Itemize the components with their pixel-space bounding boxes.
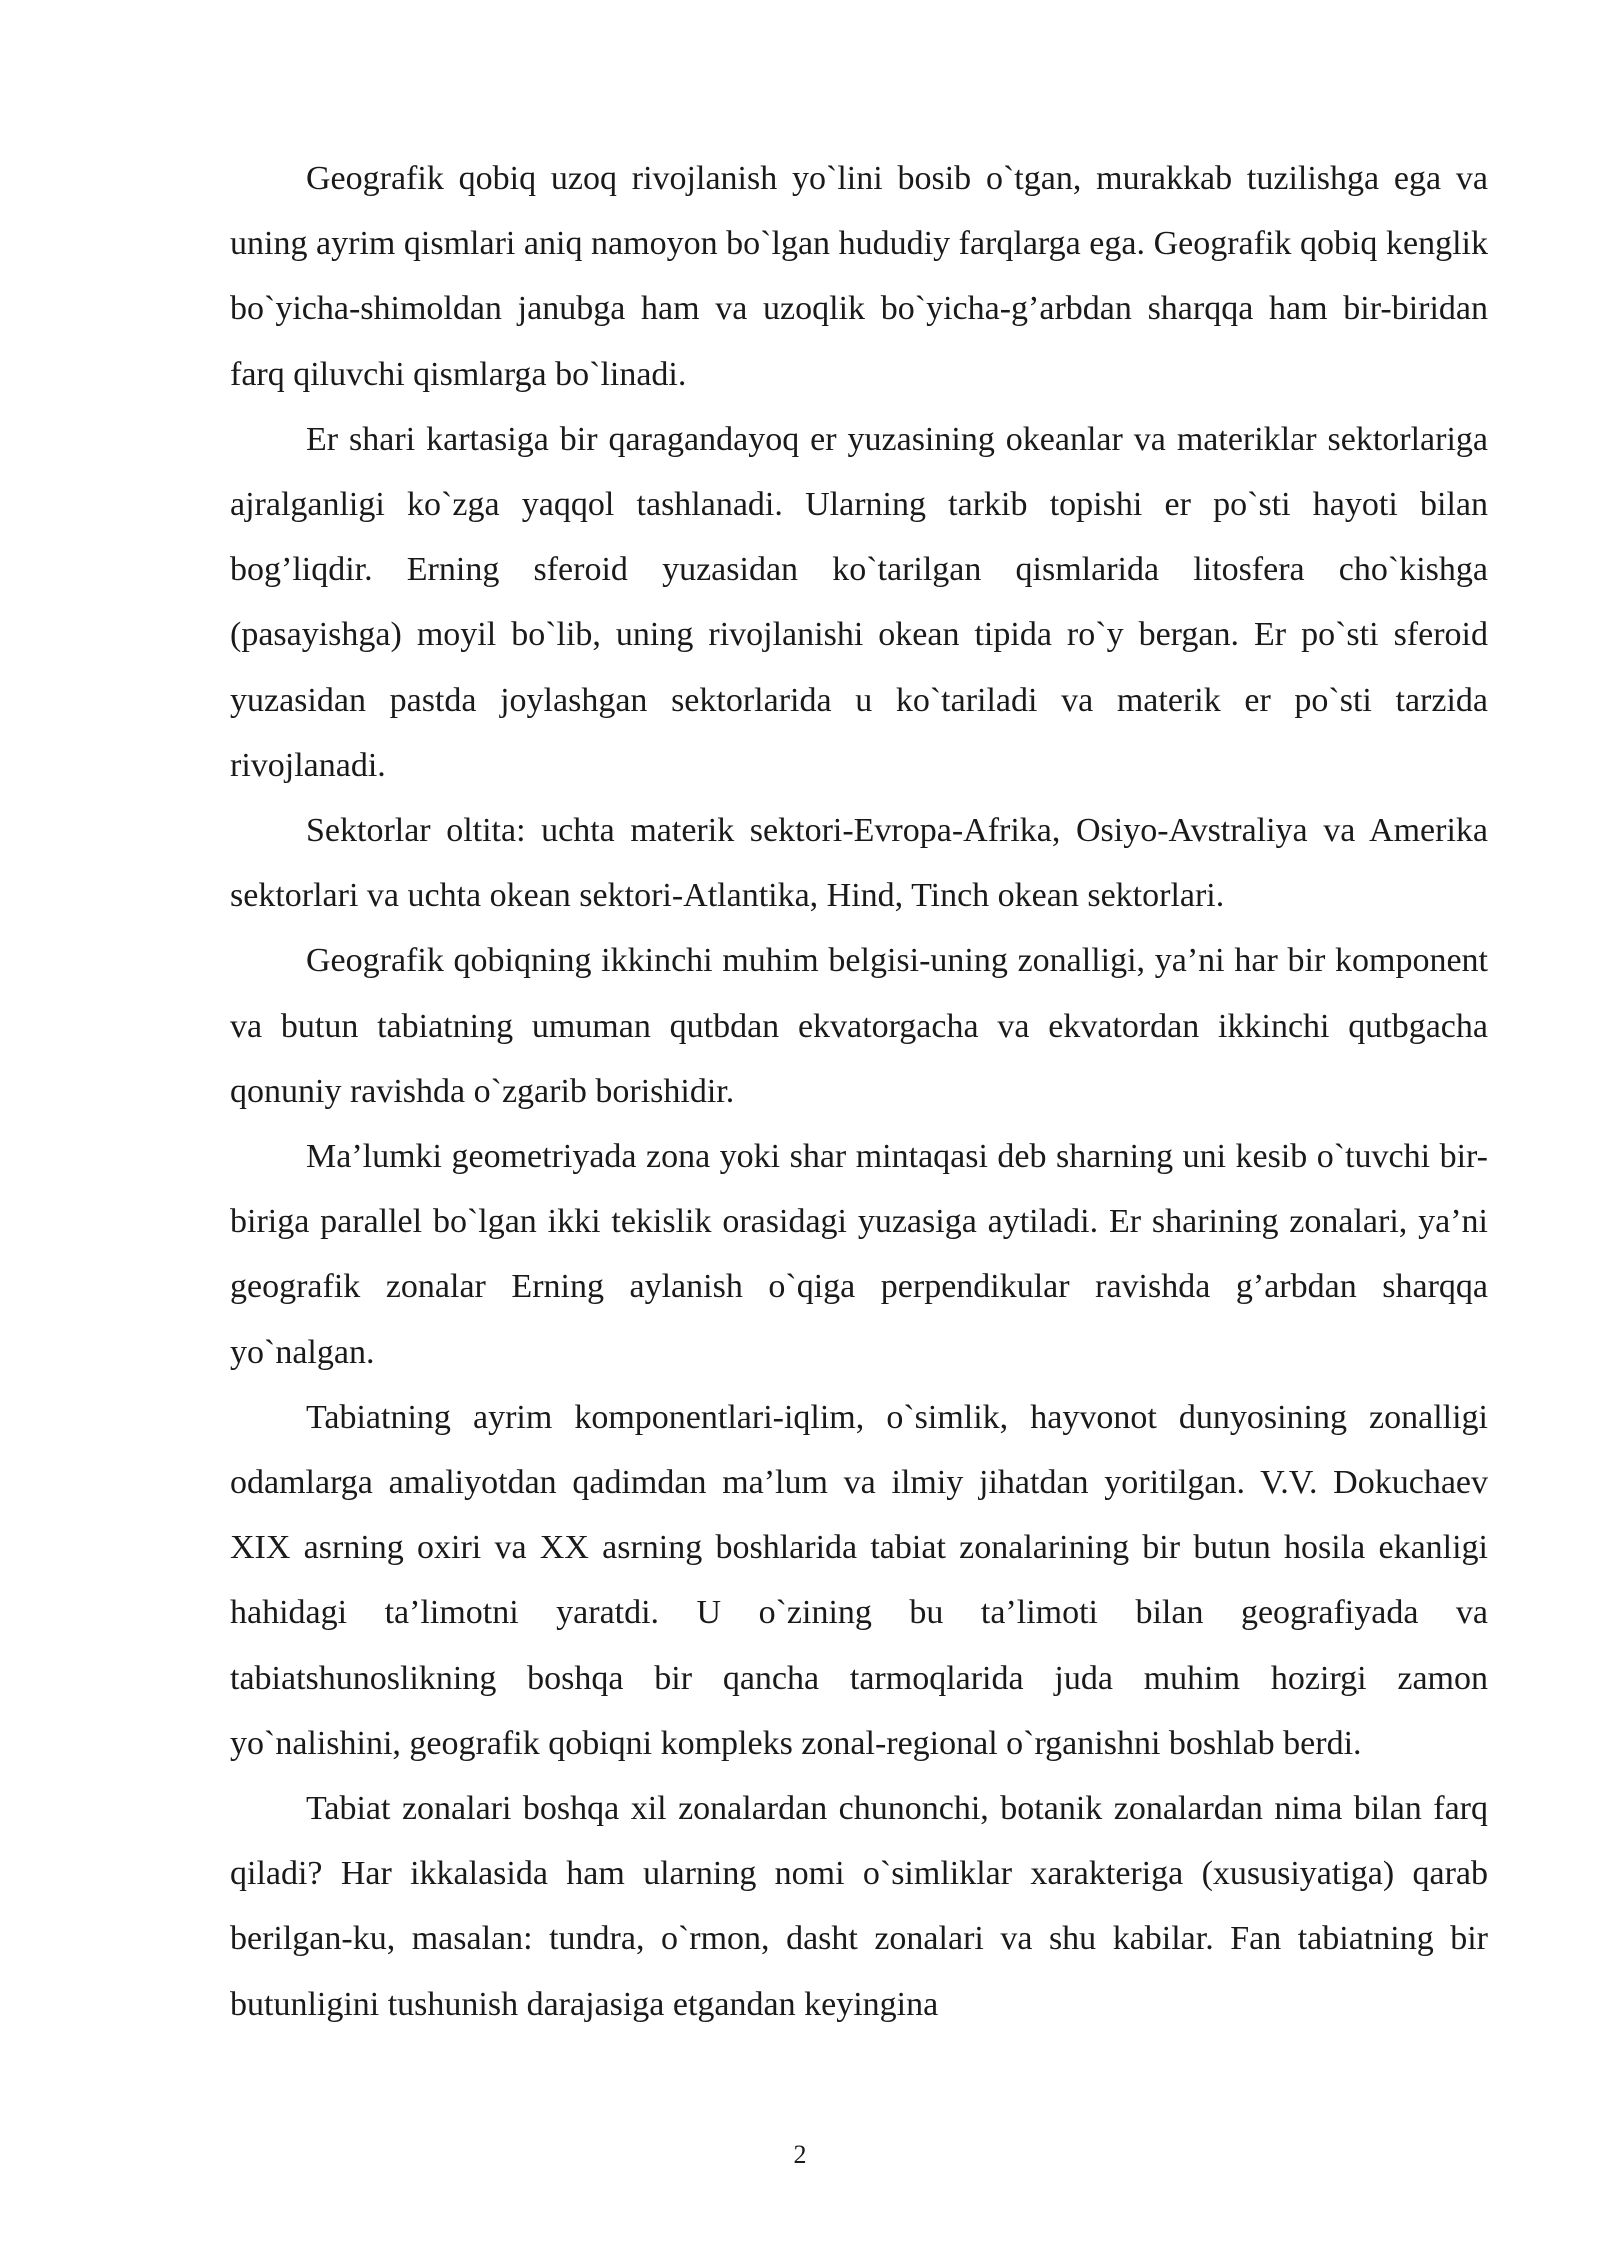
paragraph: Sektorlar oltita: uchta materik sektori-Evropa-Afrika, Osiyo-Avstraliya va Amerika sektorlari va uchta okean sektori-Atlantika, Hind, Tinch okean sektorlari. bbox=[230, 812, 1488, 915]
paragraph: Ma’lumki geometriyada zona yoki shar mintaqasi deb sharning uni kesib o`tuvchi bir-biriga parallel bo`lgan ikki tekislik orasidagi yuzasiga aytiladi. Er sharining zonalari, ya’ni geografik zonalar Erning aylanish o`qiga perpendikular ravishda g’arbdan sharqqa yo`nalgan. bbox=[230, 1138, 1488, 1371]
page-number: 2 bbox=[793, 2140, 807, 2169]
paragraph: Tabiatning ayrim komponentlari-iqlim, o`simlik, hayvonot dunyosining zonalligi odamlarga amaliyotdan qadimdan ma’lum va ilmiy jihatdan yoritilgan. V.V. Dokuchaev XIX asrning oxiri va XX asrning boshlarida tabiat zonalarining bir butun hosila ekanligi hahidagi ta’limotni yaratdi. U o`zining bu ta’limoti bilan geografiyada va tabiatshunoslikning boshqa bir qancha tarmoqlarida juda muhim hozirgi zamon yo`nalishini, geografik qobiqni kompleks zonal-regional o`rganishni boshlab berdi. bbox=[230, 1398, 1488, 1762]
body-text bbox=[230, 146, 1488, 2037]
paragraph: Geografik qobiqning ikkinchi muhim belgisi-uning zonalligi, ya’ni har bir komponent va butun tabiatning umuman qutbdan ekvatorgacha va ekvatordan ikkinchi qutbgacha qonuniy ravishda o`zgarib borishidir. bbox=[230, 942, 1488, 1110]
paragraph: Geografik qobiq uzoq rivojlanish yo`lini bosib o`tgan, murakkab tuzilishga ega va uning ayrim qismlari aniq namoyon bo`lgan hududiy farqlarga ega. Geografik qobiq kenglik bo`yicha-shimoldan janubga ham va uzoqlik bo`yicha-g’arbdan sharqqa ham bir-biridan farq qiluvchi qismlarga bo`linadi. bbox=[230, 160, 1488, 393]
paragraph: Tabiat zonalari boshqa xil zonalardan chunonchi, botanik zonalardan nima bilan farq qiladi? Har ikkalasida ham ularning nomi o`simliklar xarakteriga (xususiyatiga) qarab berilgan-ku, masalan: tundra, o`rmon, dasht zonalari va shu kabilar. Fan tabiatning bir butunligini tushunish darajasiga etgandan keyingina bbox=[230, 1790, 1488, 2023]
paragraph: Er shari kartasiga bir qaragandayoq er yuzasining okeanlar va materiklar sektorlariga ajralganligi ko`zga yaqqol tashlanadi. Ularning tarkib topishi er po`sti hayoti bilan bog’liqdir. Erning sferoid yuzasidan ko`tarilgan qismlarida litosfera cho`kishga (pasayishga) moyil bo`lib, uning rivojlanishi okean tipida ro`y bergan. Er po`sti sferoid yuzasidan pastda joylashgan sektorlarida u ko`tariladi va materik er po`sti tarzida rivojlanadi. bbox=[230, 420, 1488, 784]
